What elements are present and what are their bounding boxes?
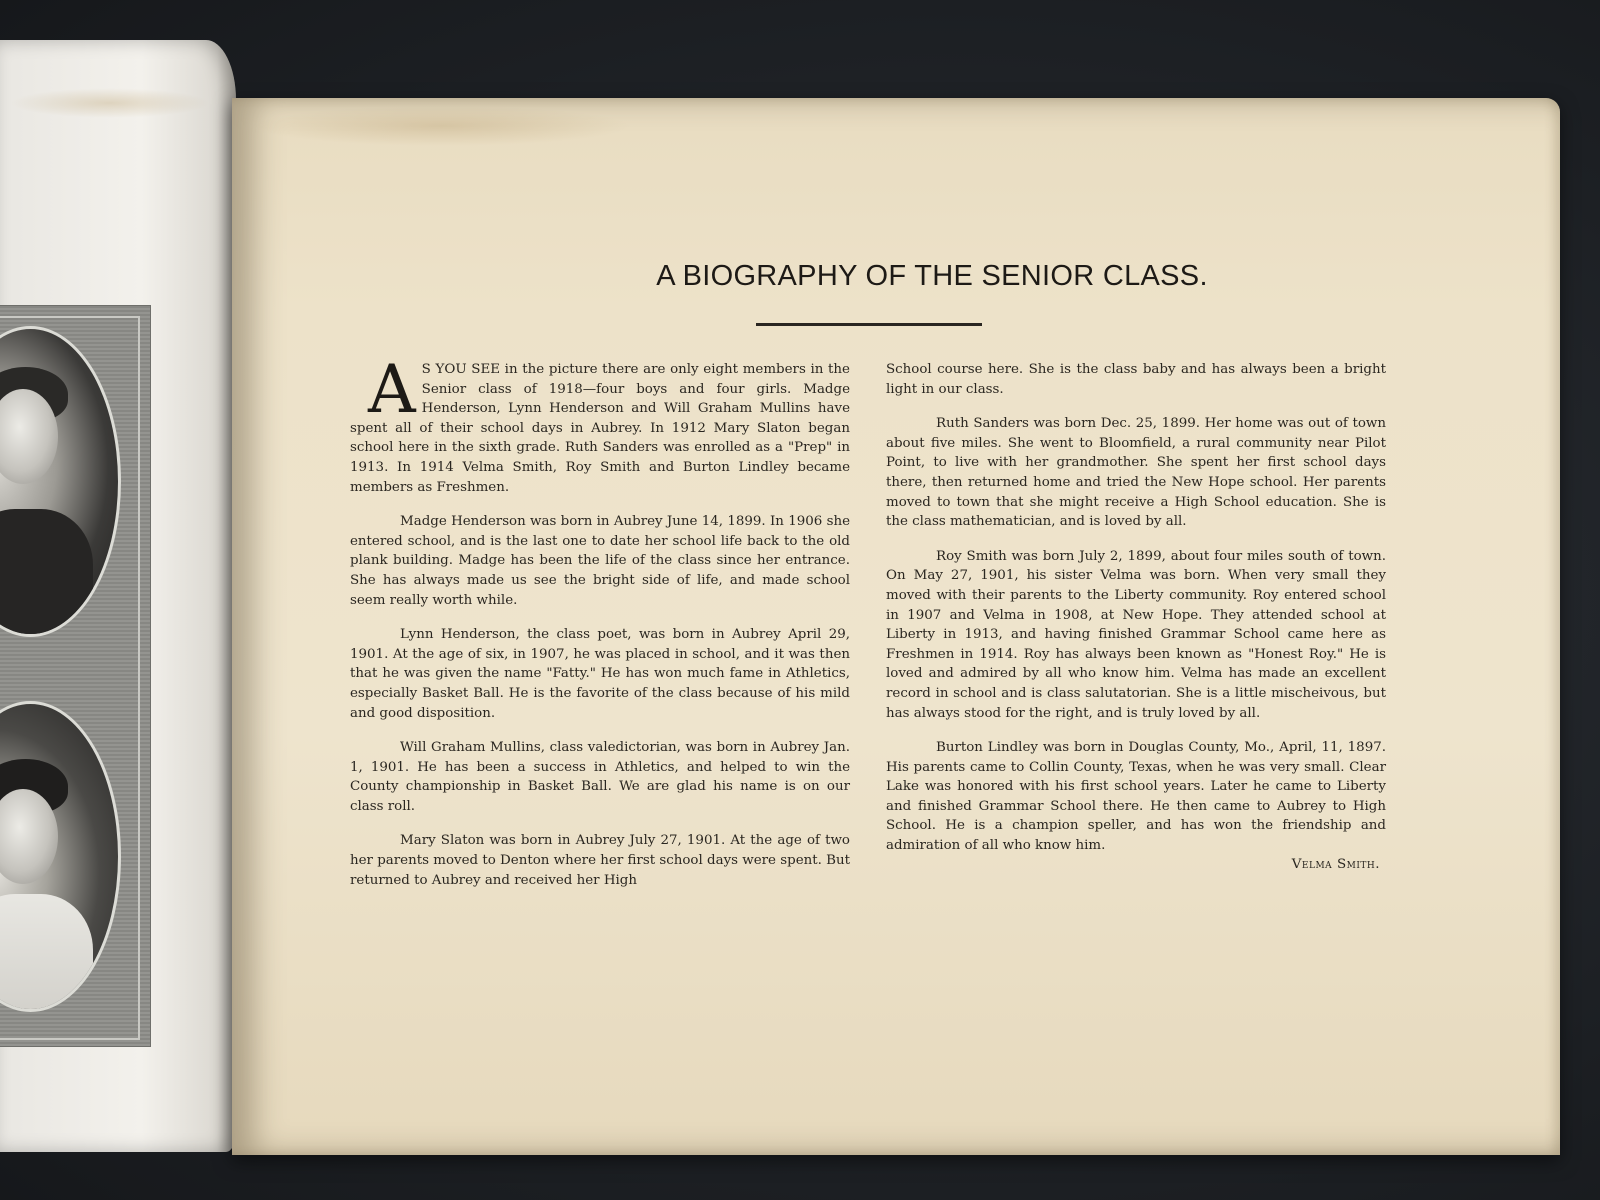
page-stain	[252, 106, 632, 146]
paragraph-mary-continued: School course here. She is the class baby and has always been a bright light in our class.	[886, 362, 1386, 397]
paragraph-mary: Mary Slaton was born in Aubrey July 27, 1901. At the age of two her parents moved to Denton where her first school days were spent. But returned to Aubrey and received her High	[350, 833, 850, 888]
paragraph-will: Will Graham Mullins, class valedictorian, was born in Aubrey Jan. 1, 1901. He has been a success in Athletics, and helped to win the County championship in Basket Ball. We are glad his name is on our class roll.	[350, 740, 850, 814]
drop-cap: A	[368, 351, 416, 428]
portrait-top-clothing	[0, 509, 93, 637]
paragraph-lynn: Lynn Henderson, the class poet, was born in Aubrey April 29, 1901. At the age of six, in 1907, he was placed in school, and it was then that he was given the name "Fatty." He has won much fame in Athletics, especially Basket Ball. He is the favorite of the class because of his mild and good disposition.	[350, 627, 850, 721]
intro-text: S YOU SEE in the picture there are only eight members in the Senior class of 1918—four boys and four girls. Madge Henderson, Lynn Henderson and Will Graham Mullins have spent all of their school days in Aubrey. In 1912 Mary Slaton began school here in the sixth grade. Ruth Sanders was enrolled as a "Prep" in 1913. In 1914 Velma Smith, Roy Smith and Burton Lindley became members as Freshmen.	[350, 362, 850, 495]
paragraph-madge: Madge Henderson was born in Aubrey June 14, 1899. In 1906 she entered school, and is the last one to date her school life back to the old plank building. Madge has been the life of the class since her entrance. She has always made us see the bright side of life, and made school seem really worth while.	[350, 514, 850, 608]
text-column-right	[886, 360, 1386, 874]
paragraph-burton: Burton Lindley was born in Douglas County, Mo., April, 11, 1897. His parents came to Collin County, Texas, when he was very small. Clear Lake was honored with his first school years. Later he came to Liberty and finished Grammar School there. He then came to Aubrey to High School. He is a champion speller, and has won the friendship and admiration of all who know him.	[886, 740, 1386, 854]
photo-plate	[0, 306, 150, 1046]
title-rule	[756, 323, 982, 326]
author-signature: Velma Smith.	[1291, 856, 1380, 872]
paragraph-ruth: Ruth Sanders was born Dec. 25, 1899. Her home was out of town about five miles. She went to Bloomfield, a rural community near Pilot Point, to live with her grandmother. She spent her first school days there, then returned home and tried the New Hope school. Her parents moved to town that she might receive a High School education. She is the class mathematician, and is loved by all.	[886, 416, 1386, 530]
paragraph-intro	[350, 351, 850, 497]
portrait-bottom-clothing	[0, 894, 93, 1012]
right-page	[232, 98, 1560, 1155]
page-stain	[10, 88, 210, 118]
paragraph-roy: Roy Smith was born July 2, 1899, about four miles south of town. On May 27, 1901, his sister Velma was born. When very small they moved with their parents to the Liberty community. Roy entered school in 1907 and Velma in 1908, at New Hope. They attended school at Liberty in 1913, and having finished Grammar School came here as Freshmen in 1914. Roy has always been known as "Honest Roy." He is loved and admired by all who know him. Velma has made an excellent record in school and is class salutatorian. She is a little mischeivous, but has always stood for the right, and is truly loved by all.	[886, 548, 1386, 721]
left-page	[0, 40, 236, 1152]
text-column-left	[350, 351, 850, 905]
page-title: A BIOGRAPHY OF THE SENIOR CLASS.	[656, 260, 1208, 292]
